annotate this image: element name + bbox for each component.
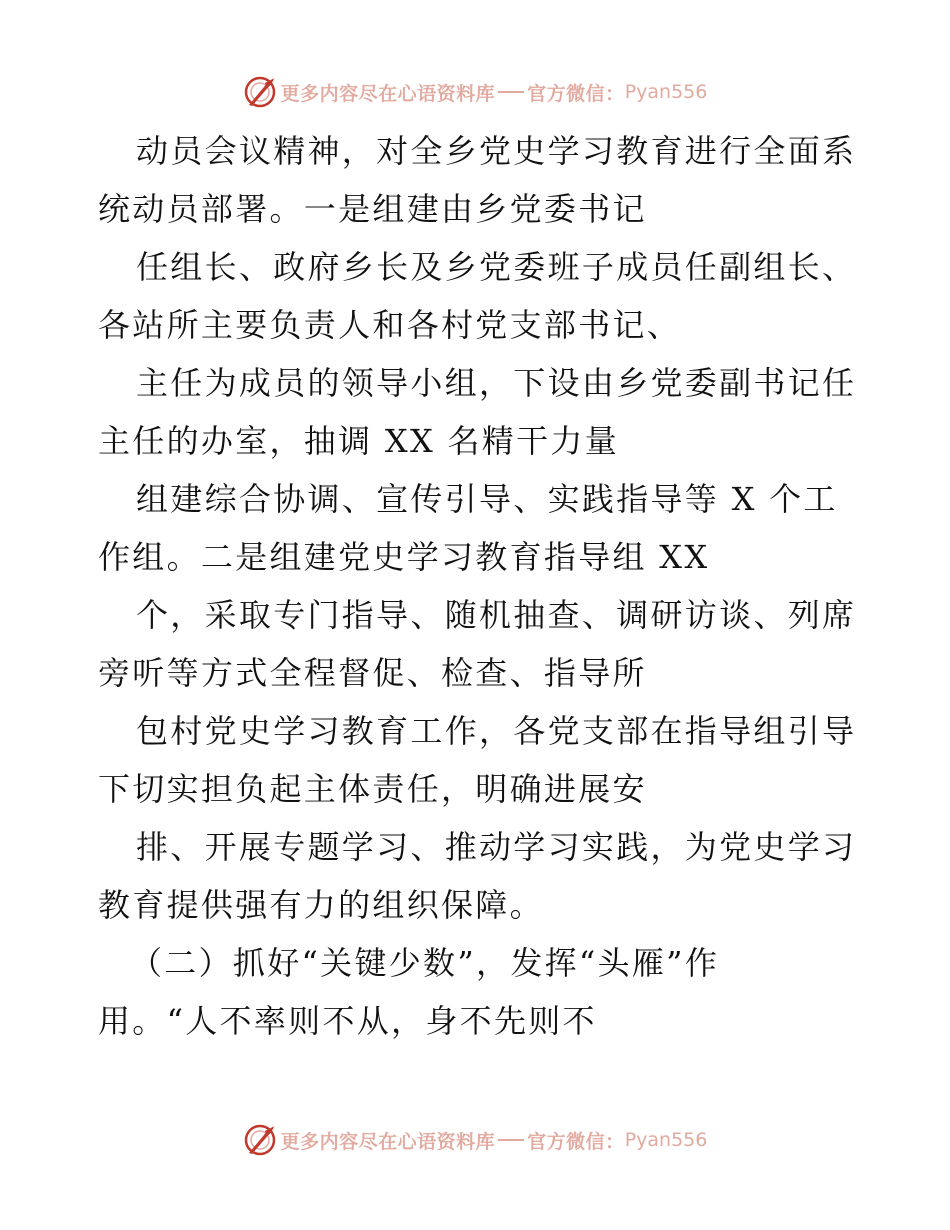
body-line: 动员会议精神，对全乡党史学习教育进行全面系 [136,132,857,170]
body-line: 排、开展专题学习、推动学习实践，为党史学习 [136,828,857,866]
quill-logo-icon [243,1123,277,1157]
body-line: 任组长、政府乡长及乡党委班子成员任副组长、 [136,248,857,286]
watermark-text: 更多内容尽在心语资料库 [280,82,496,105]
section-heading-line: （二）抓好“关键少数”，发挥“头雁”作 [130,944,720,982]
body-line: 作组。二是组建党史学习教育指导组 XX [98,538,710,576]
footer-watermark [0,1120,950,1160]
body-line: 各站所主要负责人和各村党支部书记、 [98,306,682,344]
body-line: 个，采取专门指导、随机抽查、调研访谈、列席 [136,596,857,634]
watermark-separator [498,91,524,93]
body-line: 教育提供强有力的组织保障。 [98,886,544,924]
watermark-text: 更多内容尽在心语资料库 [280,1130,496,1153]
body-line: 统动员部署。一是组建由乡党委书记 [98,190,647,228]
watermark-label: 官方微信： [527,82,625,105]
header-watermark [0,72,950,112]
body-line: 主任的办室，抽调 XX 名精干力量 [98,422,620,460]
body-line: 包村党史学习教育工作，各党支部在指导组引导 [136,712,857,750]
quill-logo-icon [243,75,277,109]
body-line: 组建综合协调、宣传引导、实践指导等 X 个工 [136,480,838,518]
body-line: 主任为成员的领导小组，下设由乡党委副书记任 [136,364,857,402]
body-line: 下切实担负起主体责任，明确进展安 [98,770,647,808]
watermark-separator [498,1139,524,1141]
body-line: 旁听等方式全程督促、检查、指导所 [98,654,647,692]
watermark-account: Pyan556 [624,1129,708,1151]
watermark-label: 官方微信： [527,1130,625,1153]
body-line: 用。“人不率则不从，身不先则不 [98,1002,597,1040]
document-body [98,122,858,1050]
watermark-account: Pyan556 [624,81,708,103]
